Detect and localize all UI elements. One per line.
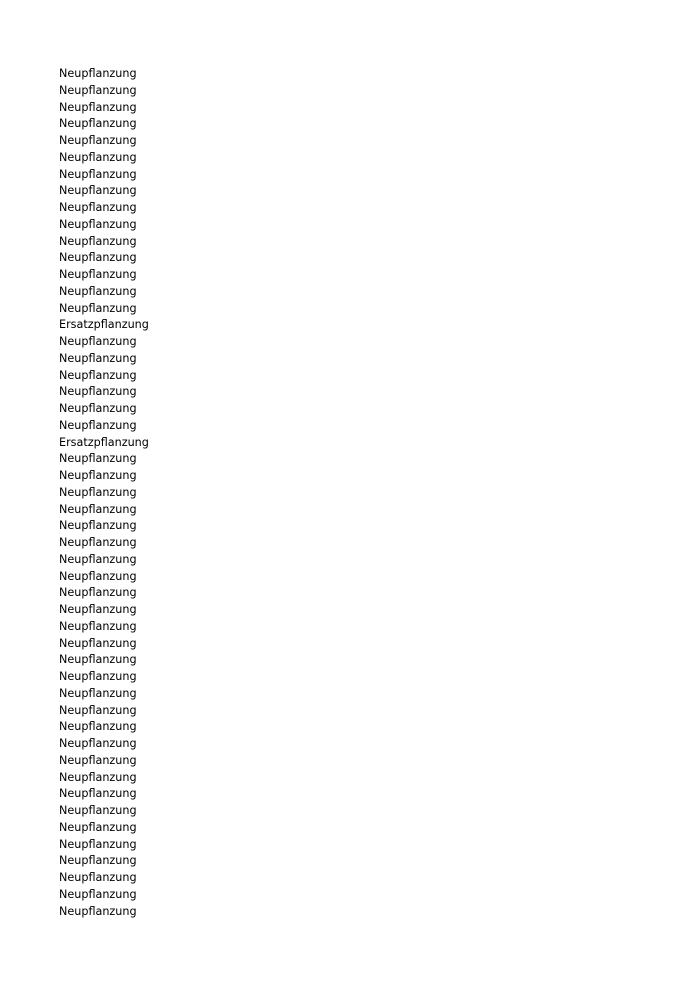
list-item: Neupflanzung [59,686,137,700]
entry-list [59,66,359,920]
list-item: Neupflanzung [59,586,137,600]
list-item: Neupflanzung [59,418,137,432]
list-item: Neupflanzung [59,351,137,365]
list-item: Neupflanzung [59,837,137,851]
list-item: Neupflanzung [59,83,137,97]
list-item: Neupflanzung [59,552,137,566]
list-item: Neupflanzung [59,167,137,181]
list-item: Neupflanzung [59,753,137,767]
list-item: Neupflanzung [59,787,137,801]
list-item: Neupflanzung [59,150,137,164]
list-item: Neupflanzung [59,100,137,114]
list-item: Neupflanzung [59,904,137,918]
list-item: Neupflanzung [59,201,137,214]
list-item: Neupflanzung [59,301,137,315]
list-item: Neupflanzung [59,737,137,750]
list-item: Neupflanzung [59,703,137,717]
list-item: Neupflanzung [59,636,137,650]
list-item: Neupflanzung [59,385,137,399]
list-item: Neupflanzung [59,485,137,499]
list-item: Neupflanzung [59,469,137,482]
list-item: Neupflanzung [59,284,137,298]
list-item: Neupflanzung [59,720,137,734]
list-item: Neupflanzung [59,536,137,549]
list-item: Neupflanzung [59,854,137,868]
list-item: Neupflanzung [59,234,137,248]
list-item: Neupflanzung [59,871,137,884]
list-item: Neupflanzung [59,502,137,516]
list-item: Ersatzpflanzung [59,318,149,332]
list-item: Neupflanzung [59,217,137,231]
list-item: Neupflanzung [59,519,137,533]
list-item: Neupflanzung [59,402,137,415]
list-item: Neupflanzung [59,134,137,147]
list-item: Neupflanzung [59,804,137,817]
list-item: Neupflanzung [59,820,137,834]
list-item: Neupflanzung [59,670,137,683]
list-item: Neupflanzung [59,251,137,265]
list-item: Ersatzpflanzung [59,435,149,449]
list-item: Neupflanzung [59,452,137,466]
list-item: Neupflanzung [59,184,137,198]
list-item: Neupflanzung [59,603,137,616]
list-item: Neupflanzung [59,770,137,784]
list-item: Neupflanzung [59,67,137,80]
list-item: Neupflanzung [59,653,137,667]
list-item: Neupflanzung [59,268,137,281]
list-item: Neupflanzung [59,368,137,382]
list-item: Neupflanzung [59,117,137,131]
list-item: Neupflanzung [59,619,137,633]
list-item: Neupflanzung [59,887,137,901]
list-item: Neupflanzung [59,335,137,348]
list-item: Neupflanzung [59,569,137,583]
